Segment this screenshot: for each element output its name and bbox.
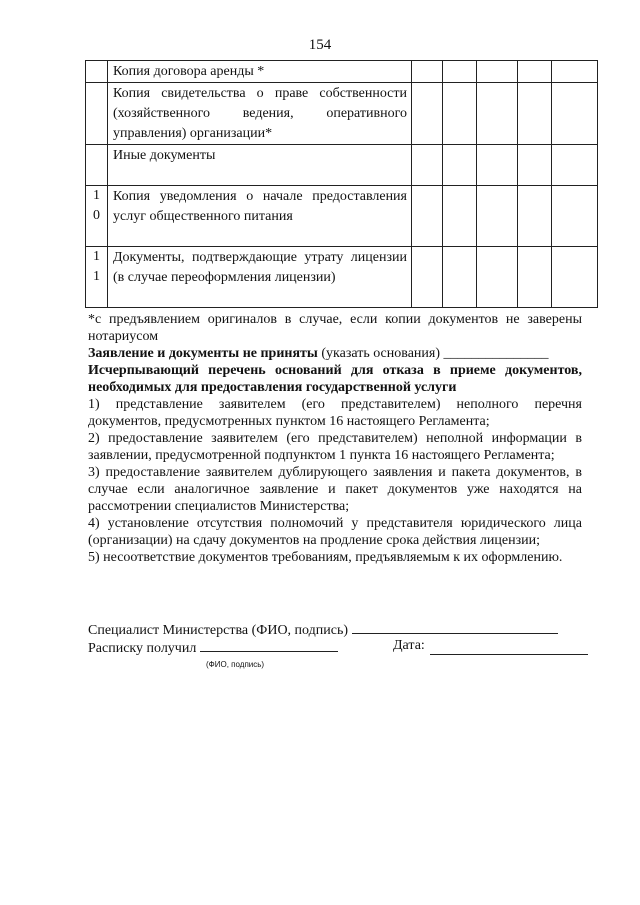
page-number: 154 <box>308 37 332 53</box>
document-name: Копия уведомления о начале предоставления услуг общественного питания <box>108 186 412 247</box>
row-number <box>86 83 108 145</box>
table-row <box>86 186 598 247</box>
table-row <box>86 145 598 186</box>
receipt-label: Расписку получил <box>88 641 197 656</box>
specialist-signature-line <box>88 620 558 639</box>
list-item: 3) предоставление заявителем дублирующего заявления и пакета документов, в случае если аналогичное заявление и пакет документов уже находятся на рассмотрении специалистов Министерства; <box>88 465 582 514</box>
row-number: 1 1 <box>86 247 108 308</box>
not-accepted-label: Заявление и документы не приняты <box>88 346 318 361</box>
footnote: *с предъявлением оригиналов в случае, если копии документов не заверены нотариусом <box>88 312 582 344</box>
receipt-line <box>88 638 588 657</box>
not-accepted-line <box>88 345 582 362</box>
list-item: 1) представление заявителем (его представителем) неполного перечня документов, предусмотренных пунктом 16 настоящего Регламента; <box>88 397 582 429</box>
document-name: Документы, подтверждающие утрату лицензии (в случае переоформления лицензии) <box>108 247 412 308</box>
document-name: Иные документы <box>108 145 412 186</box>
not-accepted-rest: (указать основания) _______________ <box>317 346 549 361</box>
table-row <box>86 247 598 308</box>
list-item: 5) несоответствие документов требованиям, предъявляемым к их оформлению. <box>88 550 563 565</box>
document-name: Копия договора аренды * <box>108 61 412 83</box>
receipt-signature-field <box>200 638 338 652</box>
signature-caption: (ФИО, подпись) <box>206 660 265 669</box>
list-item: 4) установление отсутствия полномочий у представителя юридического лица (организации) на сдачу документов на продление срока действия лицензии; <box>88 516 582 548</box>
table-row <box>86 83 598 145</box>
refusal-grounds-heading: Исчерпывающий перечень оснований для отказа в приеме документов, необходимых для предоставления государственной услуги <box>88 363 582 395</box>
specialist-signature-field <box>352 620 558 634</box>
refusal-grounds-list <box>88 396 582 566</box>
row-number <box>86 145 108 186</box>
list-item: 2) предоставление заявителем (его представителем) неполной информации в заявлении, предусмотренной подпунктом 1 пункта 16 настоящего Регламента; <box>88 431 582 463</box>
date-field <box>430 641 588 655</box>
table-row <box>86 61 598 83</box>
document-name: Копия свидетельства о праве собственности (хозяйственного ведения, оперативного управления) организации* <box>108 83 412 145</box>
date-label: Дата: <box>393 638 425 653</box>
specialist-label: Специалист Министерства (ФИО, подпись) <box>88 623 349 638</box>
row-number <box>86 61 108 83</box>
documents-table <box>85 60 598 308</box>
row-number: 1 0 <box>86 186 108 247</box>
